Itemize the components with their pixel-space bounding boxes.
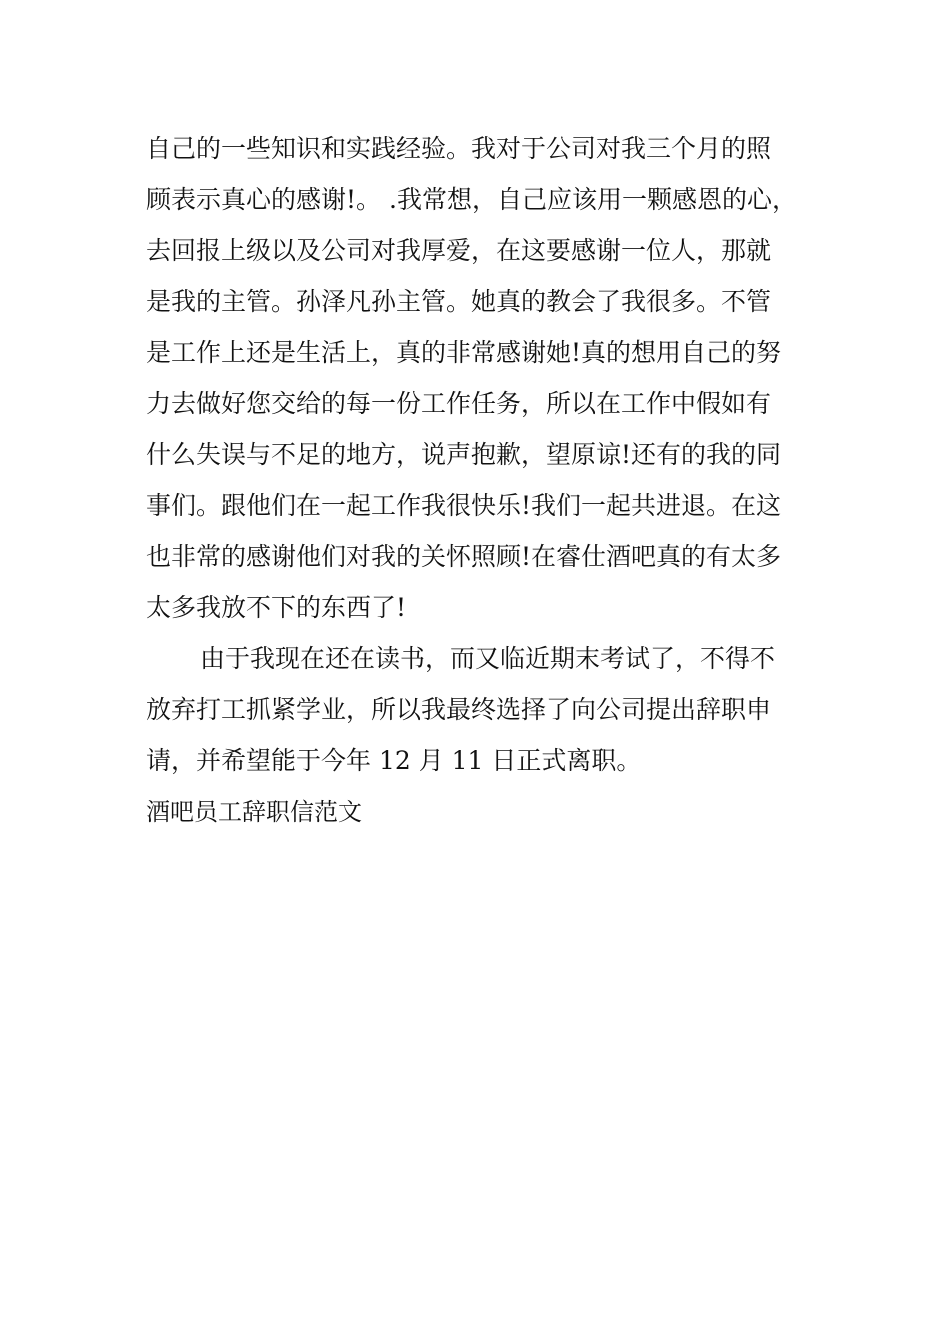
text-line: 自己的一些知识和实践经验。我对于公司对我三个月的照 [146,134,772,163]
text-line: 是我的主管。孙泽凡孙主管。她真的教会了我很多。不管 [146,287,772,316]
text-line: 什么失误与不足的地方，说声抱歉，望原谅!还有的我的同 [146,440,782,469]
text-line: 是工作上还是生活上，真的非常感谢她!真的想用自己的努 [146,338,782,367]
text-line: 由于我现在还在读书，而又临近期末考试了，不得不 [200,644,776,673]
text-line: 去回报上级以及公司对我厚爱，在这要感谢一位人，那就 [146,236,772,265]
text-line: 力去做好您交给的每一份工作任务，所以在工作中假如有 [146,389,772,418]
text-line: 放弃打工抓紧学业，所以我最终选择了向公司提出辞职申 [146,695,772,724]
text-line: 也非常的感谢他们对我的关怀照顾!在睿仕酒吧真的有太多 [146,542,782,571]
text-line: 事们。跟他们在一起工作我很快乐!我们一起共进退。在这 [146,491,782,520]
text-line: 顾表示真心的感谢!。 .我常想，自己应该用一颗感恩的心， [146,185,797,214]
text-line: 请，并希望能于今年 12 月 11 日正式离职。 [146,746,642,775]
text-line: 太多我放不下的东西了! [146,593,407,622]
closing-title: 酒吧员工辞职信范文 [146,798,362,826]
